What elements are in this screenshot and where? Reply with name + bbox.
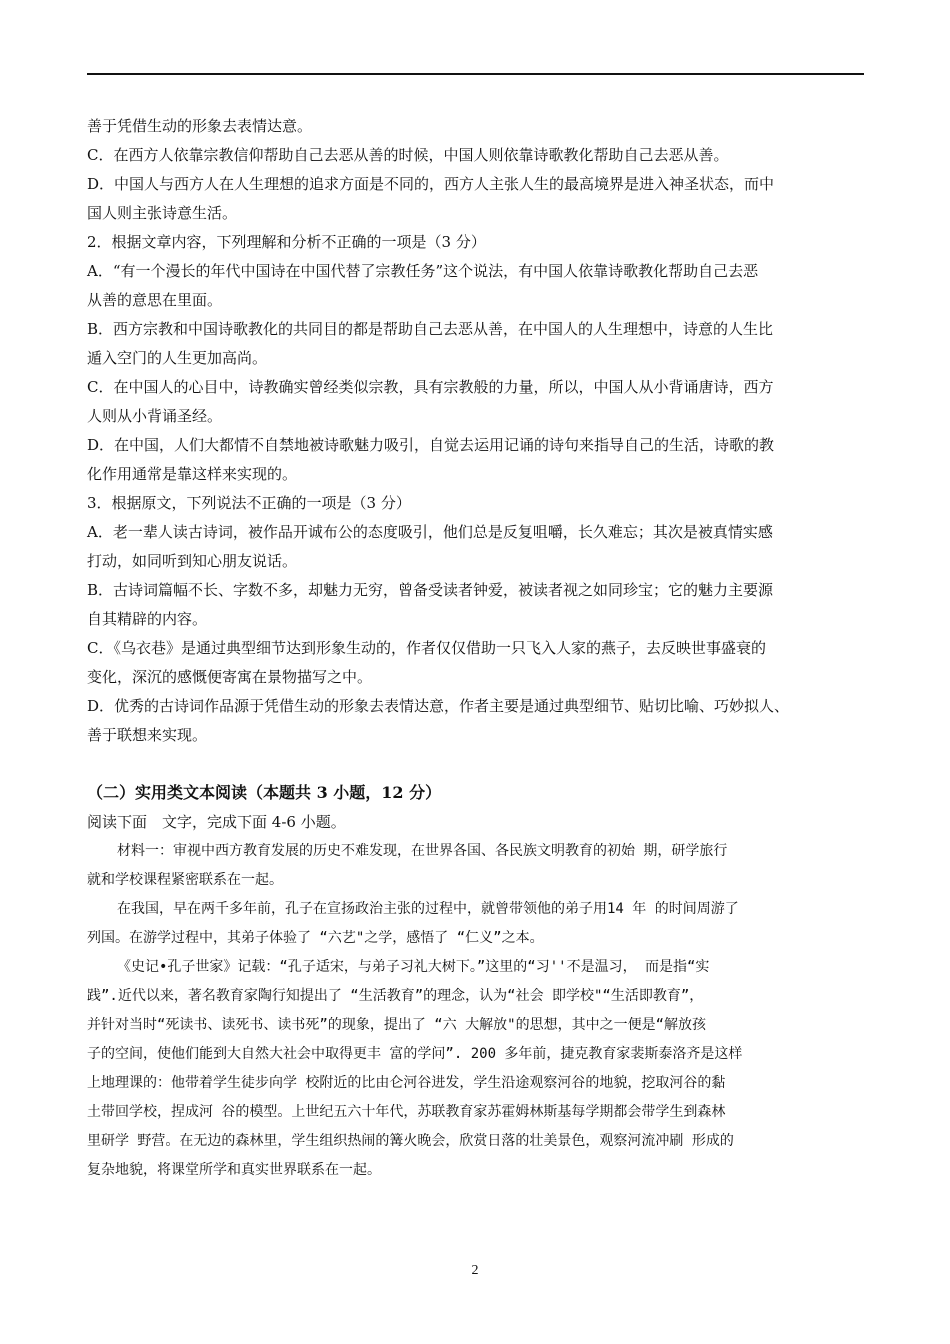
paragraph-line: 列国。在游学过程中，其弟子体验了 “六艺"之学，感悟了 “仁义”之本。 (87, 930, 544, 946)
paragraph-line: 并针对当时“死读书、读死书、读书死”的现象，提出了 “六 大解放"的思想，其中之一便是“解放孩 (87, 1017, 706, 1033)
text-line: 从善的意思在里面。 (87, 291, 223, 309)
option-d: D．优秀的古诗词作品源于凭借生动的形象去表情达意，作者主要是通过典型细节、贴切比喻、巧妙拟人、 (87, 697, 790, 715)
section-gap (87, 750, 867, 778)
option-b: B．西方宗教和中国诗歌教化的共同目的都是帮助自己去恶从善，在中国人的人生理想中，诗意的人生比 (87, 320, 774, 338)
text-line: 化作用通常是靠这样来实现的。 (87, 465, 298, 483)
paragraph-line: 上地理课的：他带着学生徒步向学 校附近的比由仑河谷进发，学生沿途观察河谷的地貌，挖取河谷的黏 (87, 1075, 726, 1091)
page-body (87, 112, 867, 1185)
text-line: 遁入空门的人生更加高尚。 (87, 349, 268, 367)
paragraph-line: 《史记•孔子世家》记载：“孔子适宋，与弟子习礼大树下。”这里的“习''不是温习， 而是指“实 (117, 959, 710, 975)
text-line: 自其精辟的内容。 (87, 610, 208, 628)
option-a: A．“有一个漫长的年代中国诗在中国代替了宗教任务”这个说法，有中国人依靠诗歌教化帮助自己去恶 (87, 262, 759, 280)
section-title: （二）实用类文本阅读（本题共 3 小题，12 分） (87, 783, 442, 802)
option-c: C．在西方人依靠宗教信仰帮助自己去恶从善的时候，中国人则依靠诗歌教化帮助自己去恶从善。 (87, 146, 729, 164)
text-line: 善于联想来实现。 (87, 726, 208, 744)
option-d: D．中国人与西方人在人生理想的追求方面是不同的，西方人主张人生的最高境界是进入神圣状态，而中 (87, 175, 775, 193)
paragraph-line: 践”.近代以来，著名教育家陶行知提出了 “生活教育”的理念，认为“社会 即学校"“生活即教育”， (87, 988, 704, 1004)
option-d: D．在中国，人们大都情不自禁地被诗歌魅力吸引，自觉去运用记诵的诗句来指导自己的生活，诗歌的教 (87, 436, 775, 454)
paragraph-line: 土带回学校，捏成河 谷的模型。上世纪五六十年代，苏联教育家苏霍姆林斯基每学期都会带学生到森林 (87, 1104, 726, 1120)
paragraph-line: 就和学校课程紧密联系在一起。 (87, 872, 283, 888)
paragraph-line: 复杂地貌，将课堂所学和真实世界联系在一起。 (87, 1162, 381, 1178)
instruction: 阅读下面 文字，完成下面 4-6 小题。 (87, 813, 346, 831)
option-c: C．在中国人的心目中，诗教确实曾经类似宗教，具有宗教般的力量，所以，中国人从小背诵唐诗，西方 (87, 378, 774, 396)
question-3: 3．根据原文，下列说法不正确的一项是（3 分） (87, 494, 411, 512)
material-one (87, 837, 867, 1185)
text-line: 人则从小背诵圣经。 (87, 407, 223, 425)
text-line: 打动，如同听到知心朋友说话。 (87, 552, 298, 570)
paragraph-line: 子的空间，使他们能到大自然大社会中取得更丰 富的学问”. 200 多年前，捷克教育家裴斯泰洛齐是这样 (87, 1046, 743, 1062)
paragraph-line: 在我国，早在两千多年前，孔子在宣扬政治主张的过程中，就曾带领他的弟子用14 年 的时间周游了 (117, 901, 739, 917)
option-a: A．老一辈人读古诗词，被作品开诚布公的态度吸引，他们总是反复咀嚼，长久难忘；其次是被真情实感 (87, 523, 773, 541)
text-line: 善于凭借生动的形象去表情达意。 (87, 117, 313, 135)
option-c: C．《乌衣巷》是通过典型细节达到形象生动的，作者仅仅借助一只飞入人家的燕子，去反映世事盛衰的 (87, 639, 766, 657)
header-rule (87, 73, 864, 75)
question-2: 2．根据文章内容，下列理解和分析不正确的一项是（3 分） (87, 233, 486, 251)
option-b: B．古诗词篇幅不长、字数不多，却魅力无穷，曾备受读者钟爱，被读者视之如同珍宝；它的魅力主要源 (87, 581, 774, 599)
text-line: 国人则主张诗意生活。 (87, 204, 238, 222)
paragraph-line: 里研学 野营。在无边的森林里，学生组织热闹的篝火晚会，欣赏日落的壮美景色，观察河流冲刷 形成的 (87, 1133, 734, 1149)
paragraph-line: 材料一：审视中西方教育发展的历史不难发现，在世界各国、各民族文明教育的初始 期，研学旅行 (117, 843, 728, 859)
page-number: 2 (471, 1263, 479, 1278)
text-line: 变化，深沉的感慨便寄寓在景物描写之中。 (87, 668, 373, 686)
